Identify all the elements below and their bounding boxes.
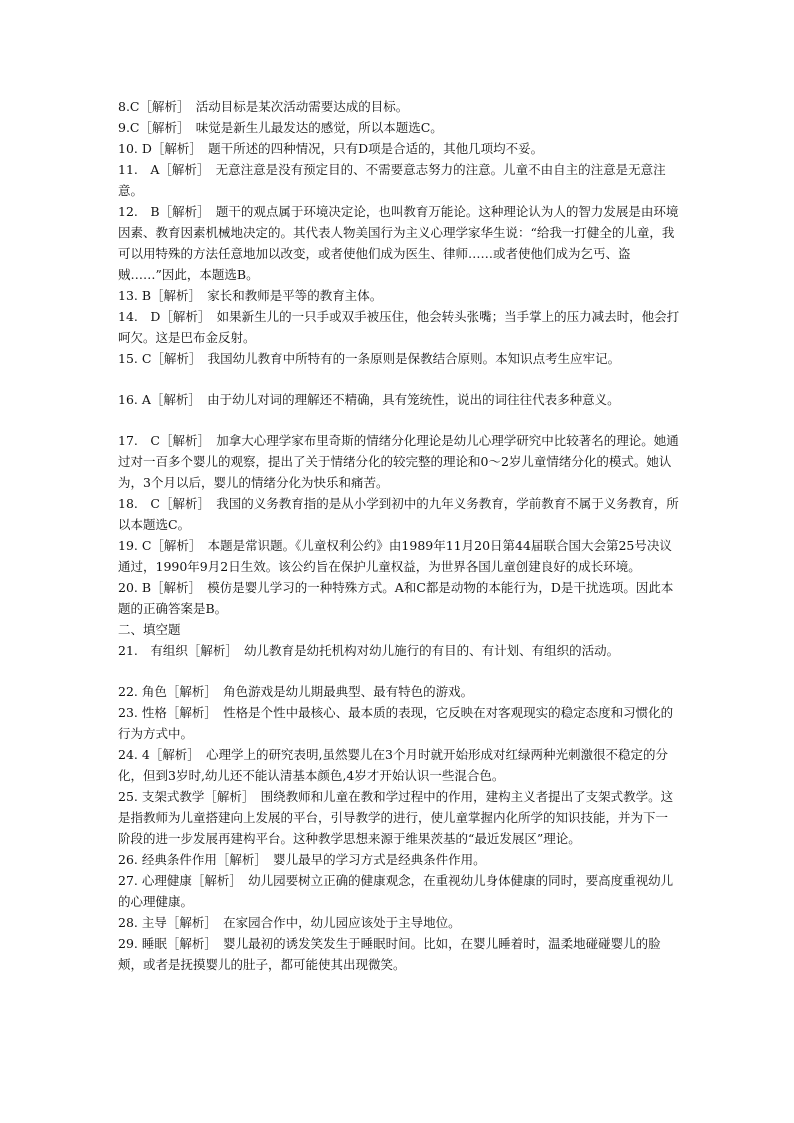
- answer-item: 14. D［解析］ 如果新生儿的一只手或双手被压住，他会转头张嘴；当手掌上的压力减去时，他会打呵欠。这是巴布金反射。: [118, 309, 680, 345]
- answer-item: 9.C［解析］ 味觉是新生儿最发达的感觉，所以本题选C。: [118, 120, 443, 135]
- answer-item: 17. C［解析］ 加拿大心理学家布里奇斯的情绪分化理论是幼儿心理学研究中比较著名的理论。她通过对一百多个婴儿的观察，提出了关于情绪分化的较完整的理论和0～2岁儿童情绪分化的模式。她认为，3个月以后，婴儿的情绪分化为快乐和痛苦。: [118, 433, 679, 490]
- document-page: [118, 96, 680, 975]
- answer-item: 16. A［解析］ 由于幼儿对词的理解还不精确，具有笼统性，说出的词往往代表多种意义。: [118, 392, 620, 407]
- answer-item: 20. B［解析］ 模仿是婴儿学习的一种特殊方式。A和C都是动物的本能行为，D是干扰选项。因此本题的正确答案是B。: [118, 580, 674, 616]
- spacer: [118, 410, 680, 430]
- answer-item: 19. C［解析］ 本题是常识题。《儿童权利公约》由1989年11月20日第44届联合国大会第25号决议通过，1990年9月2日生效。该公约旨在保护儿童权益，为世界各国儿童创建良好的成长环境。: [118, 538, 672, 574]
- answer-item: 8.C［解析］ 活动目标是某次活动需要达成的目标。: [118, 99, 409, 114]
- answer-item: 26. 经典条件作用［解析］ 婴儿最早的学习方式是经典条件作用。: [118, 852, 486, 867]
- answer-item: 27. 心理健康［解析］ 幼儿园要树立正确的健康观念，在重视幼儿身体健康的同时，要高度重视幼儿的心理健康。: [118, 873, 674, 909]
- answer-item: 13. B［解析］ 家长和教师是平等的教育主体。: [118, 288, 383, 303]
- answer-item: 15. C［解析］ 我国幼儿教育中所特有的一条原则是保教结合原则。本知识点考生应牢记。: [118, 351, 621, 366]
- answer-item: 10. D［解析］ 题干所述的四种情况，只有D项是合适的，其他几项均不妥。: [118, 141, 544, 156]
- answer-item: 28. 主导［解析］ 在家园合作中，幼儿园应该处于主导地位。: [118, 915, 461, 930]
- answer-item: 22. 角色［解析］ 角色游戏是幼儿期最典型、最有特色的游戏。: [118, 684, 474, 699]
- answer-item: 12. B［解析］ 题干的观点属于环境决定论，也叫教育万能论。这种理论认为人的智力发展是由环境因素、教育因素机械地决定的。其代表人物美国行为主义心理学家华生说：“给我一打健全的儿童，我可以用特殊的方法任意地加以改变，或者使他们成为医生、律师……或者使他们成为乞丐、盗贼……”因此，本题选B。: [118, 204, 679, 282]
- section-heading: 二、填空题: [118, 622, 181, 637]
- spacer: [118, 661, 680, 681]
- answer-item: 25. 支架式教学［解析］ 围绕教师和儿童在教和学过程中的作用，建构主义者提出了支架式教学。这是指教师为儿童搭建向上发展的平台，引导教学的进行，使儿童掌握内化所学的知识技能，并为下一阶段的进一步发展再建构平台。这种教学思想来源于维果茨基的“最近发展区”理论。: [118, 789, 674, 846]
- answer-item: 24. 4［解析］ 心理学上的研究表明,虽然婴儿在3个月时就开始形成对红绿两种光刺激很不稳定的分化，但到3岁时,幼儿还不能认清基本颜色,4岁才开始认识一些混合色。: [118, 747, 668, 783]
- answer-item: 23. 性格［解析］ 性格是个性中最核心、最本质的表现，它反映在对客观现实的稳定态度和习惯化的行为方式中。: [118, 705, 674, 741]
- answer-item: 18. C［解析］ 我国的义务教育指的是从小学到初中的九年义务教育，学前教育不属于义务教育，所以本题选C。: [118, 496, 679, 532]
- answer-item: 29. 睡眠［解析］ 婴儿最初的诱发笑发生于睡眠时间。比如，在婴儿睡着时，温柔地碰碰婴儿的脸颊，或者是抚摸婴儿的肚子，都可能使其出现微笑。: [118, 936, 661, 972]
- spacer: [118, 369, 680, 389]
- answer-item: 11. A［解析］ 无意注意是没有预定目的、不需要意志努力的注意。儿童不由自主的注意是无意注意。: [118, 162, 666, 198]
- answer-item: 21. 有组织［解析］ 幼儿教育是幼托机构对幼儿施行的有目的、有计划、有组织的活动。: [118, 643, 620, 658]
